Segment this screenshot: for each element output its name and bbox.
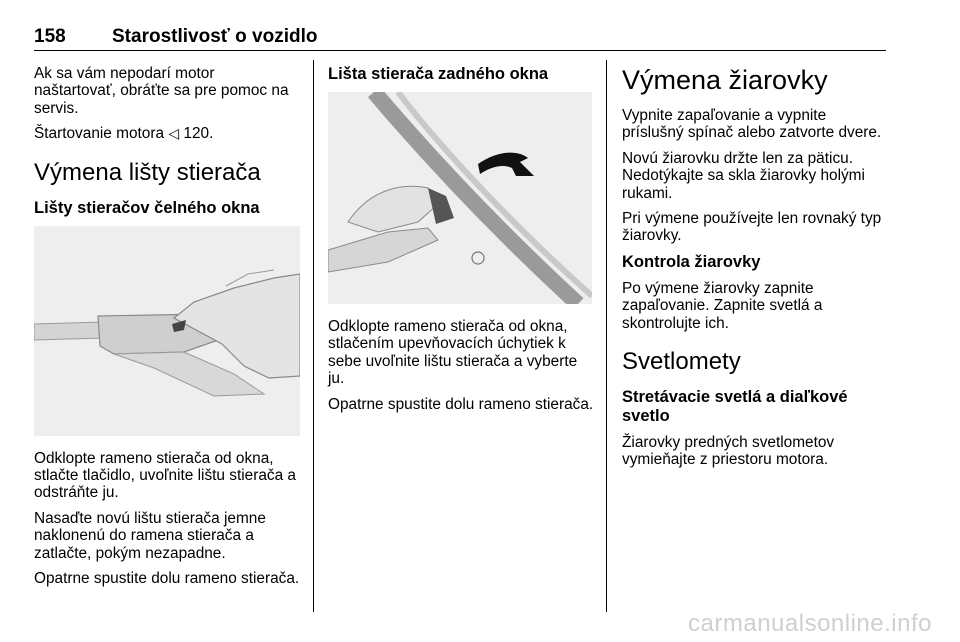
column-divider-1: [313, 60, 314, 612]
subheading-windscreen-wipers: Lišty stieračov čelného okna: [34, 198, 260, 217]
windscreen-instruction-2: Nasaďte novú lištu stierača jemne naklonenú do ramena stierača a zatlačte, pokým nezapadne.: [34, 509, 266, 562]
watermark: carmanualsonline.info: [688, 610, 932, 637]
column-1: [34, 65, 300, 595]
bulb-instruction-3: Pri výmene používejte len rovnaký typ žiarovky.: [622, 210, 882, 245]
reference-page-link[interactable]: 120.: [183, 125, 214, 143]
subheading-bulb-check: Kontrola žiarovky: [622, 252, 761, 271]
column-3: [622, 65, 884, 477]
bulb-instruction-1: Vypnite zapaľovanie a vypnite príslušný spínač alebo zatvorte dvere.: [622, 107, 882, 142]
section-heading-bulb-change: Výmena žiarovky: [622, 65, 828, 95]
chapter-title: Starostlivosť o vozidlo: [112, 26, 318, 47]
subheading-rear-wiper: Lišta stierača zadného okna: [328, 65, 549, 83]
rear-instruction-1: Odklopte rameno stierača od okna, stlačením upevňovacích úchytiek k sebe uvoľnite lištu stierača a vyberte ju.: [328, 318, 578, 388]
page-header: [34, 26, 886, 50]
subheading-low-high-beam: Stretávacie svetlá a diaľkové svetlo: [622, 388, 848, 426]
windscreen-instruction-3: Opatrne spustite dolu rameno stierača.: [34, 570, 300, 588]
headlight-instruction: Žiarovky predných svetlometov vymieňajte z priestoru motora.: [622, 434, 835, 469]
bulb-instruction-2: Novú žiarovku držte len za päticu. Nedotýkajte sa skla žiarovky holými rukami.: [622, 149, 865, 202]
rear-wiper-illustration: [328, 92, 592, 304]
page-number: 158: [34, 26, 66, 47]
page-reference-icon: ◁: [168, 125, 180, 142]
bulb-check-instruction: Po výmene žiarovky zapnite zapaľovanie. Zapnite svetlá a skontrolujte ich.: [622, 279, 823, 332]
section-heading-headlights: Svetlomety: [622, 348, 741, 376]
reference-text: Štartovanie motora: [34, 125, 165, 143]
section-heading-wiper: Výmena lišty stierača: [34, 158, 261, 186]
column-2: [328, 65, 594, 421]
rear-instruction-2: Opatrne spustite dolu rameno stierača.: [328, 395, 594, 413]
windscreen-instruction-1: Odklopte rameno stierača od okna, stlačte tlačidlo, uvoľnite lištu stierača a odstráňte ju.: [34, 449, 296, 502]
column-divider-2: [606, 60, 607, 612]
header-rule: [34, 50, 886, 51]
start-engine-reference: [34, 125, 300, 142]
windscreen-wiper-illustration: [34, 226, 300, 436]
service-paragraph: Ak sa vám nepodarí motor naštartovať, obráťte sa pre pomoc na servis.: [34, 65, 289, 117]
